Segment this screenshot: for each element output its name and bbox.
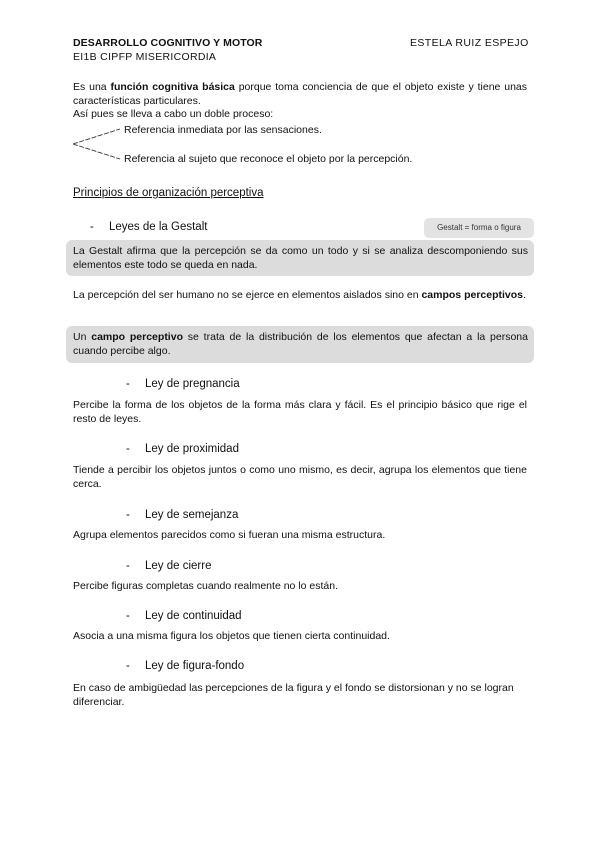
author-name: ESTELA RUIZ ESPEJO <box>410 37 529 49</box>
law-title: Ley de pregnancia <box>145 378 240 390</box>
intro-paragraph <box>73 81 527 108</box>
intro-bold-term: función cognitiva básica <box>110 81 235 93</box>
intro-text-post: porque toma conciencia de que el objeto existe y tiene unas características particulares. <box>73 81 528 107</box>
perception-paragraph <box>73 289 527 303</box>
law-heading <box>126 378 240 390</box>
gestalt-label: Leyes de la Gestalt <box>109 221 208 233</box>
section-title: Principios de organización perceptiva <box>73 187 264 199</box>
law-description: Percibe la forma de los objetos de la forma más clara y fácil. Es el principio básico que rige el resto de leyes. <box>73 399 527 425</box>
law-description: Percibe figuras completas cuando realmente no lo están. <box>73 580 338 592</box>
perception-bold-term: campos perceptivos <box>421 289 524 301</box>
law-title: Ley de continuidad <box>145 610 242 622</box>
law-description: En caso de ambigüedad las percepciones de la figura y el fondo se distorsionan y no se logran diferenciar. <box>73 682 514 708</box>
gestalt-highlight-box <box>66 240 534 276</box>
reference-subject: Referencia al sujeto que reconoce el objeto por la percepción. <box>124 153 413 165</box>
gestalt-box-text: La Gestalt afirma que la percepción se da como un todo y si se analiza descomponiendo sus elementos este todo se queda en nada. <box>73 245 528 271</box>
list-dash: - <box>126 560 130 572</box>
law-heading <box>126 509 238 521</box>
list-dash: - <box>90 221 94 233</box>
campo-box-text <box>66 326 534 362</box>
list-dash: - <box>126 660 130 672</box>
law-heading <box>126 660 244 672</box>
law-description: Tiende a percibir los objetos juntos o como uno mismo, es decir, agrupa los elementos que tiene cerca. <box>73 464 527 490</box>
campo-bold-term: campo perceptivo <box>91 331 183 343</box>
list-dash: - <box>126 443 130 455</box>
law-description: Asocia a una misma figura los objetos que tienen cierta continuidad. <box>73 630 390 642</box>
law-title: Ley de proximidad <box>145 443 239 455</box>
list-dash: - <box>126 509 130 521</box>
school-name: EI1B CIPFP MISERICORDIA <box>73 51 217 63</box>
law-title: Ley de semejanza <box>145 509 239 521</box>
intro-process-line: Así pues se lleva a cabo un doble proceso: <box>73 108 274 120</box>
campo-highlight-box <box>66 326 534 363</box>
list-dash: - <box>126 610 130 622</box>
campo-text-pre: Un <box>73 331 92 343</box>
law-title: Ley de cierre <box>145 560 212 572</box>
list-dash: - <box>126 378 130 390</box>
law-heading <box>126 610 242 622</box>
law-description: Agrupa elementos parecidos como si fueran una misma estructura. <box>73 529 386 541</box>
law-heading <box>126 443 239 455</box>
law-title: Ley de figura-fondo <box>145 660 245 672</box>
document-title: DESARROLLO COGNITIVO Y MOTOR <box>73 37 263 49</box>
perception-text-pre: La percepción del ser humano no se ejerce en elementos aislados sino en <box>73 289 422 301</box>
branch-arrows-icon <box>70 124 126 164</box>
campo-text-post: se trata de la distribución de los elementos que afectan a la persona cuando percibe algo. <box>73 331 528 357</box>
reference-immediate: Referencia inmediata por las sensaciones. <box>124 124 322 136</box>
gestalt-heading <box>90 221 207 233</box>
perception-text-post: . <box>523 289 526 301</box>
gestalt-comment-callout: Gestalt = forma o figura <box>424 218 534 238</box>
intro-text-pre: Es una <box>73 81 111 93</box>
law-heading <box>126 560 211 572</box>
